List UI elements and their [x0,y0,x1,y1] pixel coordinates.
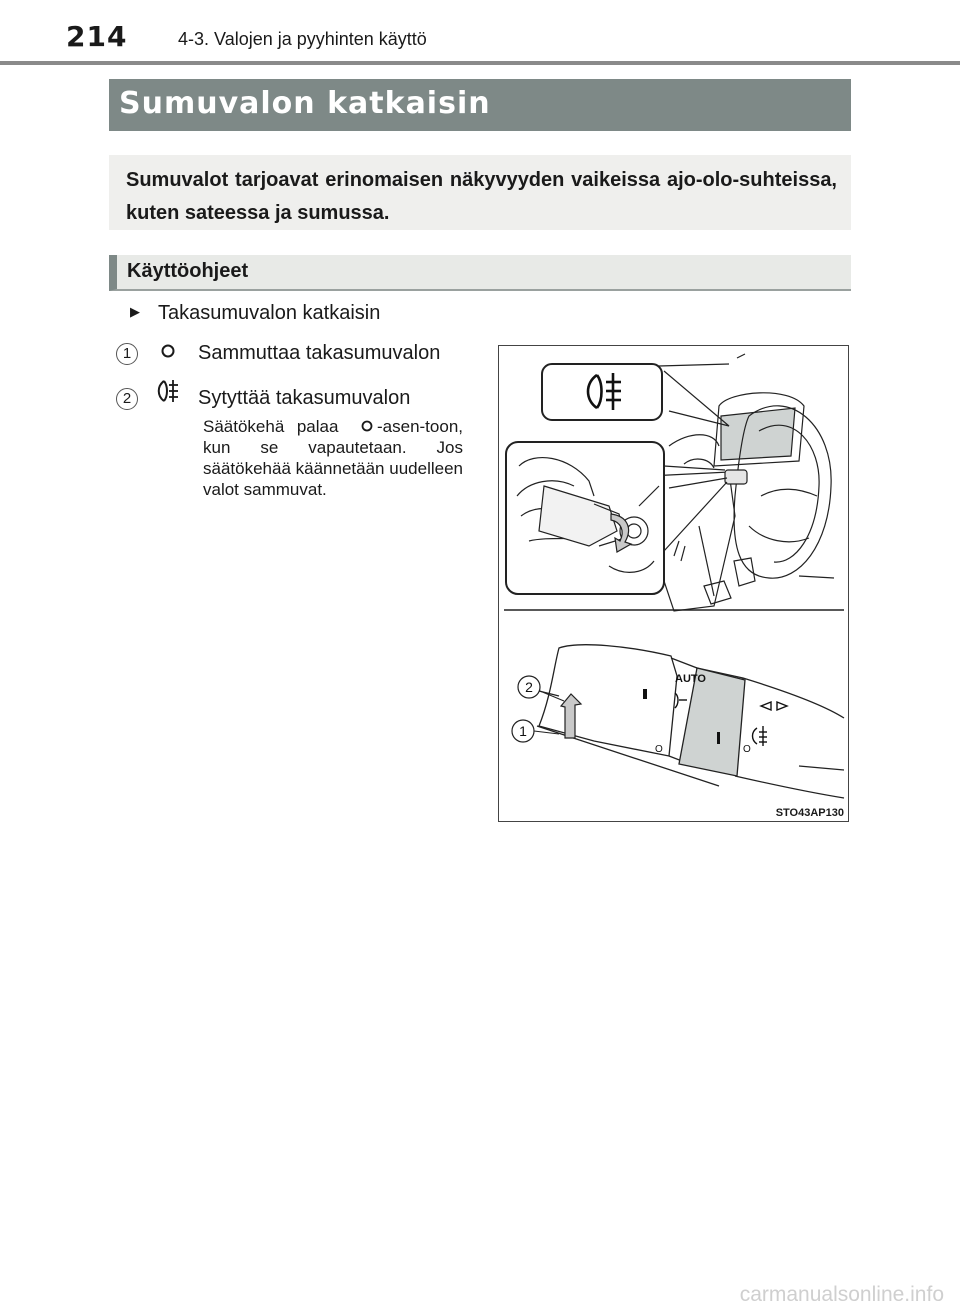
running-header: 4-3. Valojen ja pyyhinten käyttö [178,29,427,49]
watermark: carmanualsonline.info [739,1283,944,1306]
off-position-icon [138,342,198,365]
item-text: Sytyttää takasumuvalon [198,387,411,409]
list-item [116,342,440,365]
page-number: 214 [66,20,128,53]
figure-illustration [499,346,848,821]
bullet-line [130,302,380,325]
figure-code: STO43AP130 [775,807,844,819]
bullet-text: Takasumuvalon katkaisin [158,302,381,324]
lever-off-label: O [655,744,663,755]
list-item [116,378,410,410]
header-rule [0,61,960,65]
section-heading-text: Käyttöohjeet [127,260,249,282]
title-bar [109,79,851,131]
off-position-icon [351,417,377,436]
triangle-bullet-icon: ▶ [130,304,140,319]
item-text: Sammuttaa takasumuvalon [198,342,441,364]
figure-fog-light-switch [498,345,849,822]
intro-box [109,155,851,230]
item-number: 2 [116,388,138,410]
callout-number: 1 [519,723,527,739]
note-text-before: Säätökehä palaa [203,417,339,436]
page-title: Sumuvalon katkaisin [119,86,491,121]
note-paragraph [203,416,463,500]
note-text-after: -asen-toon, kun se vapautetaan. Jos säätökehää käännetään uudelleen valot sammuvat. [203,417,463,499]
intro-text: Sumuvalot tarjoavat erinomaisen näkyvyyden vaikeissa ajo-olo-suhteissa, kuten sateessa ja sumussa. [126,169,837,224]
item-number: 1 [116,343,138,365]
rear-fog-light-icon [138,378,198,410]
section-heading [109,255,851,291]
callout-number: 2 [525,679,533,695]
lever-auto-label: AUTO [675,673,706,685]
lever-off-label: O [743,744,751,755]
